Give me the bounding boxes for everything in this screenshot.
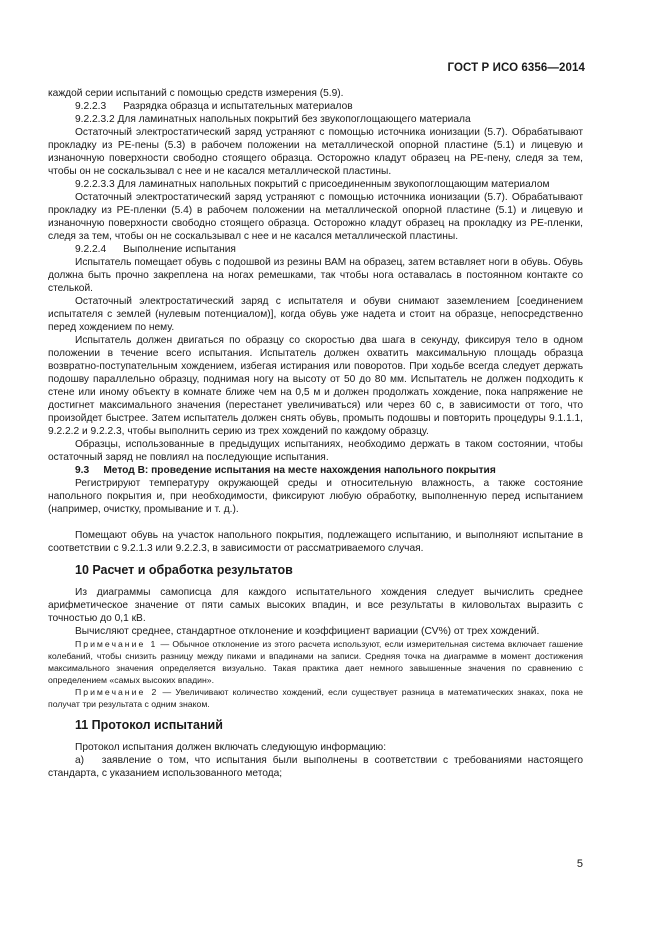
section-heading-10: 10 Расчет и обработка результатов bbox=[75, 563, 293, 577]
paragraph: Испытатель должен двигаться по образцу со скоростью два шага в секунду, фиксируя тело в одном положении в течение всего испытания. Испытатель должен охватить максимальную площадь образца возвратно-поступательным хождением, избегая истирания или поворотов. При ходьбе всегда следует держать подошву параллельно образцу, поднимая ногу на высоту от 50 до 80 мм. Испытатель не должен подходить к стене или иному объекту в комнате ближе чем на 0,5 м и должен продолжать хождение, пока напряжение не достигнет максимального значения (перестанет увеличиваться) или через 60 с, в зависимости от того, что произойдет быстрее. Затем испытатель должен снять обувь, промыть подошвы и повторить процедуры 9.1.1.1, 9.2.2.2 и 9.2.2.3, чтобы выполнить серию из трех хождений по каждому образцу. bbox=[48, 335, 583, 437]
note-text: — Обычное отклонение из этого расчета используют, если измерительная система включает гашение колебаний, чтобы снизить разницу между пиками и впадинами на записи. Средняя точка на диаграмме в момент достижения максимального значения определяется визуально. Такая практика дает немного завышенные значения по сравнению с определением «самых высоких впадин». bbox=[48, 639, 583, 685]
note-1 bbox=[48, 638, 583, 686]
body-text bbox=[48, 87, 583, 780]
clause-heading: 9.2.2.3 Разрядка образца и испытательных материалов bbox=[75, 101, 353, 112]
paragraph: Протокол испытания должен включать следующую информацию: bbox=[75, 742, 387, 753]
paragraph: Остаточный электростатический заряд устраняют с помощью источника ионизации (5.7). Обрабатывают прокладку из РЕ-пены (5.3) в рабочем положении на металлической опорной пластине (5.1) и лицевую и изнаночную поверхности свободно стоящего образца. Осторожно кладут образец на РЕ-пену, следя за тем, чтобы он не соскальзывал с нее и не касался металлической пластины. bbox=[48, 127, 583, 177]
note-label: Примечание 1 bbox=[75, 639, 158, 649]
page-number: 5 bbox=[576, 858, 583, 870]
section-heading-11: 11 Протокол испытаний bbox=[75, 718, 223, 732]
note-text: — Увеличивают количество хождений, если существует разница в математических знаках, пока не получат три результата с одним знаком. bbox=[48, 687, 584, 709]
paragraph: каждой серии испытаний с помощью средств измерения (5.9). bbox=[48, 88, 344, 99]
paragraph: Остаточный электростатический заряд устраняют с помощью источника ионизации (5.7). Обрабатывают прокладку из РЕ-пленки (5.4) в рабочем положении на металлической опорной пластине (5.1) и лицевую и изнаночную поверхности свободно стоящего образца. Осторожно кладут образец на прокладку из РЕ-пленки, следя за тем, чтобы он не соскальзывал с нее и не касался металлической пластины. bbox=[48, 192, 583, 242]
list-item: а) заявление о том, что испытания были выполнены в соответствии с требованиями настоящего стандарта, с указанием использованного метода; bbox=[48, 755, 583, 779]
paragraph: Образцы, использованные в предыдущих испытаниях, необходимо держать в таком состоянии, чтобы остаточный заряд не повлиял на последующие испытания. bbox=[48, 439, 583, 463]
clause-heading: 9.2.2.4 Выполнение испытания bbox=[75, 244, 236, 255]
paragraph: Регистрируют температуру окружающей среды и относительную влажность, а также состояние напольного покрытия и, при необходимости, фиксируют любую обработку, выполненную перед испытанием (например, очистку, промывание и т. д.). bbox=[48, 478, 583, 515]
paragraph: Из диаграммы самописца для каждого испытательного хождения следует вычислить среднее арифметическое значение от пяти самых высоких впадин, и все результаты в киловольтах выразить с точностью до 0,1 кВ. bbox=[48, 587, 583, 624]
standard-code: ГОСТ Р ИСО 6356—2014 bbox=[447, 62, 585, 74]
spacer bbox=[48, 516, 583, 529]
note-2 bbox=[48, 686, 583, 710]
clause-heading: 9.2.2.3.2 Для ламинатных напольных покрытий без звукопоглощающего материала bbox=[75, 114, 471, 125]
paragraph: Остаточный электростатический заряд с испытателя и обуви снимают заземлением [соединением испытателя с землей (нулевым потенциалом)], когда обувь уже надета и стоит на образце, непосредственно перед хождением по нему. bbox=[48, 296, 583, 333]
paragraph: Помещают обувь на участок напольного покрытия, подлежащего испытанию, и выполняют испытание в соответствии с 9.2.1.3 или 9.2.2.3, в зависимости от рассматриваемого случая. bbox=[48, 530, 583, 554]
paragraph: Вычисляют среднее, стандартное отклонение и коэффициент вариации (CV%) от трех хождений. bbox=[75, 626, 540, 637]
clause-heading-bold: 9.3 Метод В: проведение испытания на месте нахождения напольного покрытия bbox=[75, 465, 496, 476]
note-label: Примечание 2 bbox=[75, 687, 159, 697]
paragraph: Испытатель помещает обувь с подошвой из резины ВАМ на образец, затем вставляет ноги в обувь. Обувь должна быть прочно закреплена на ногах ремешками, так чтобы нога оставалась в постоянном контакте со стелькой. bbox=[48, 257, 583, 294]
clause-heading: 9.2.2.3.3 Для ламинатных напольных покрытий с присоединенным звукопоглощающим материалом bbox=[75, 179, 550, 190]
